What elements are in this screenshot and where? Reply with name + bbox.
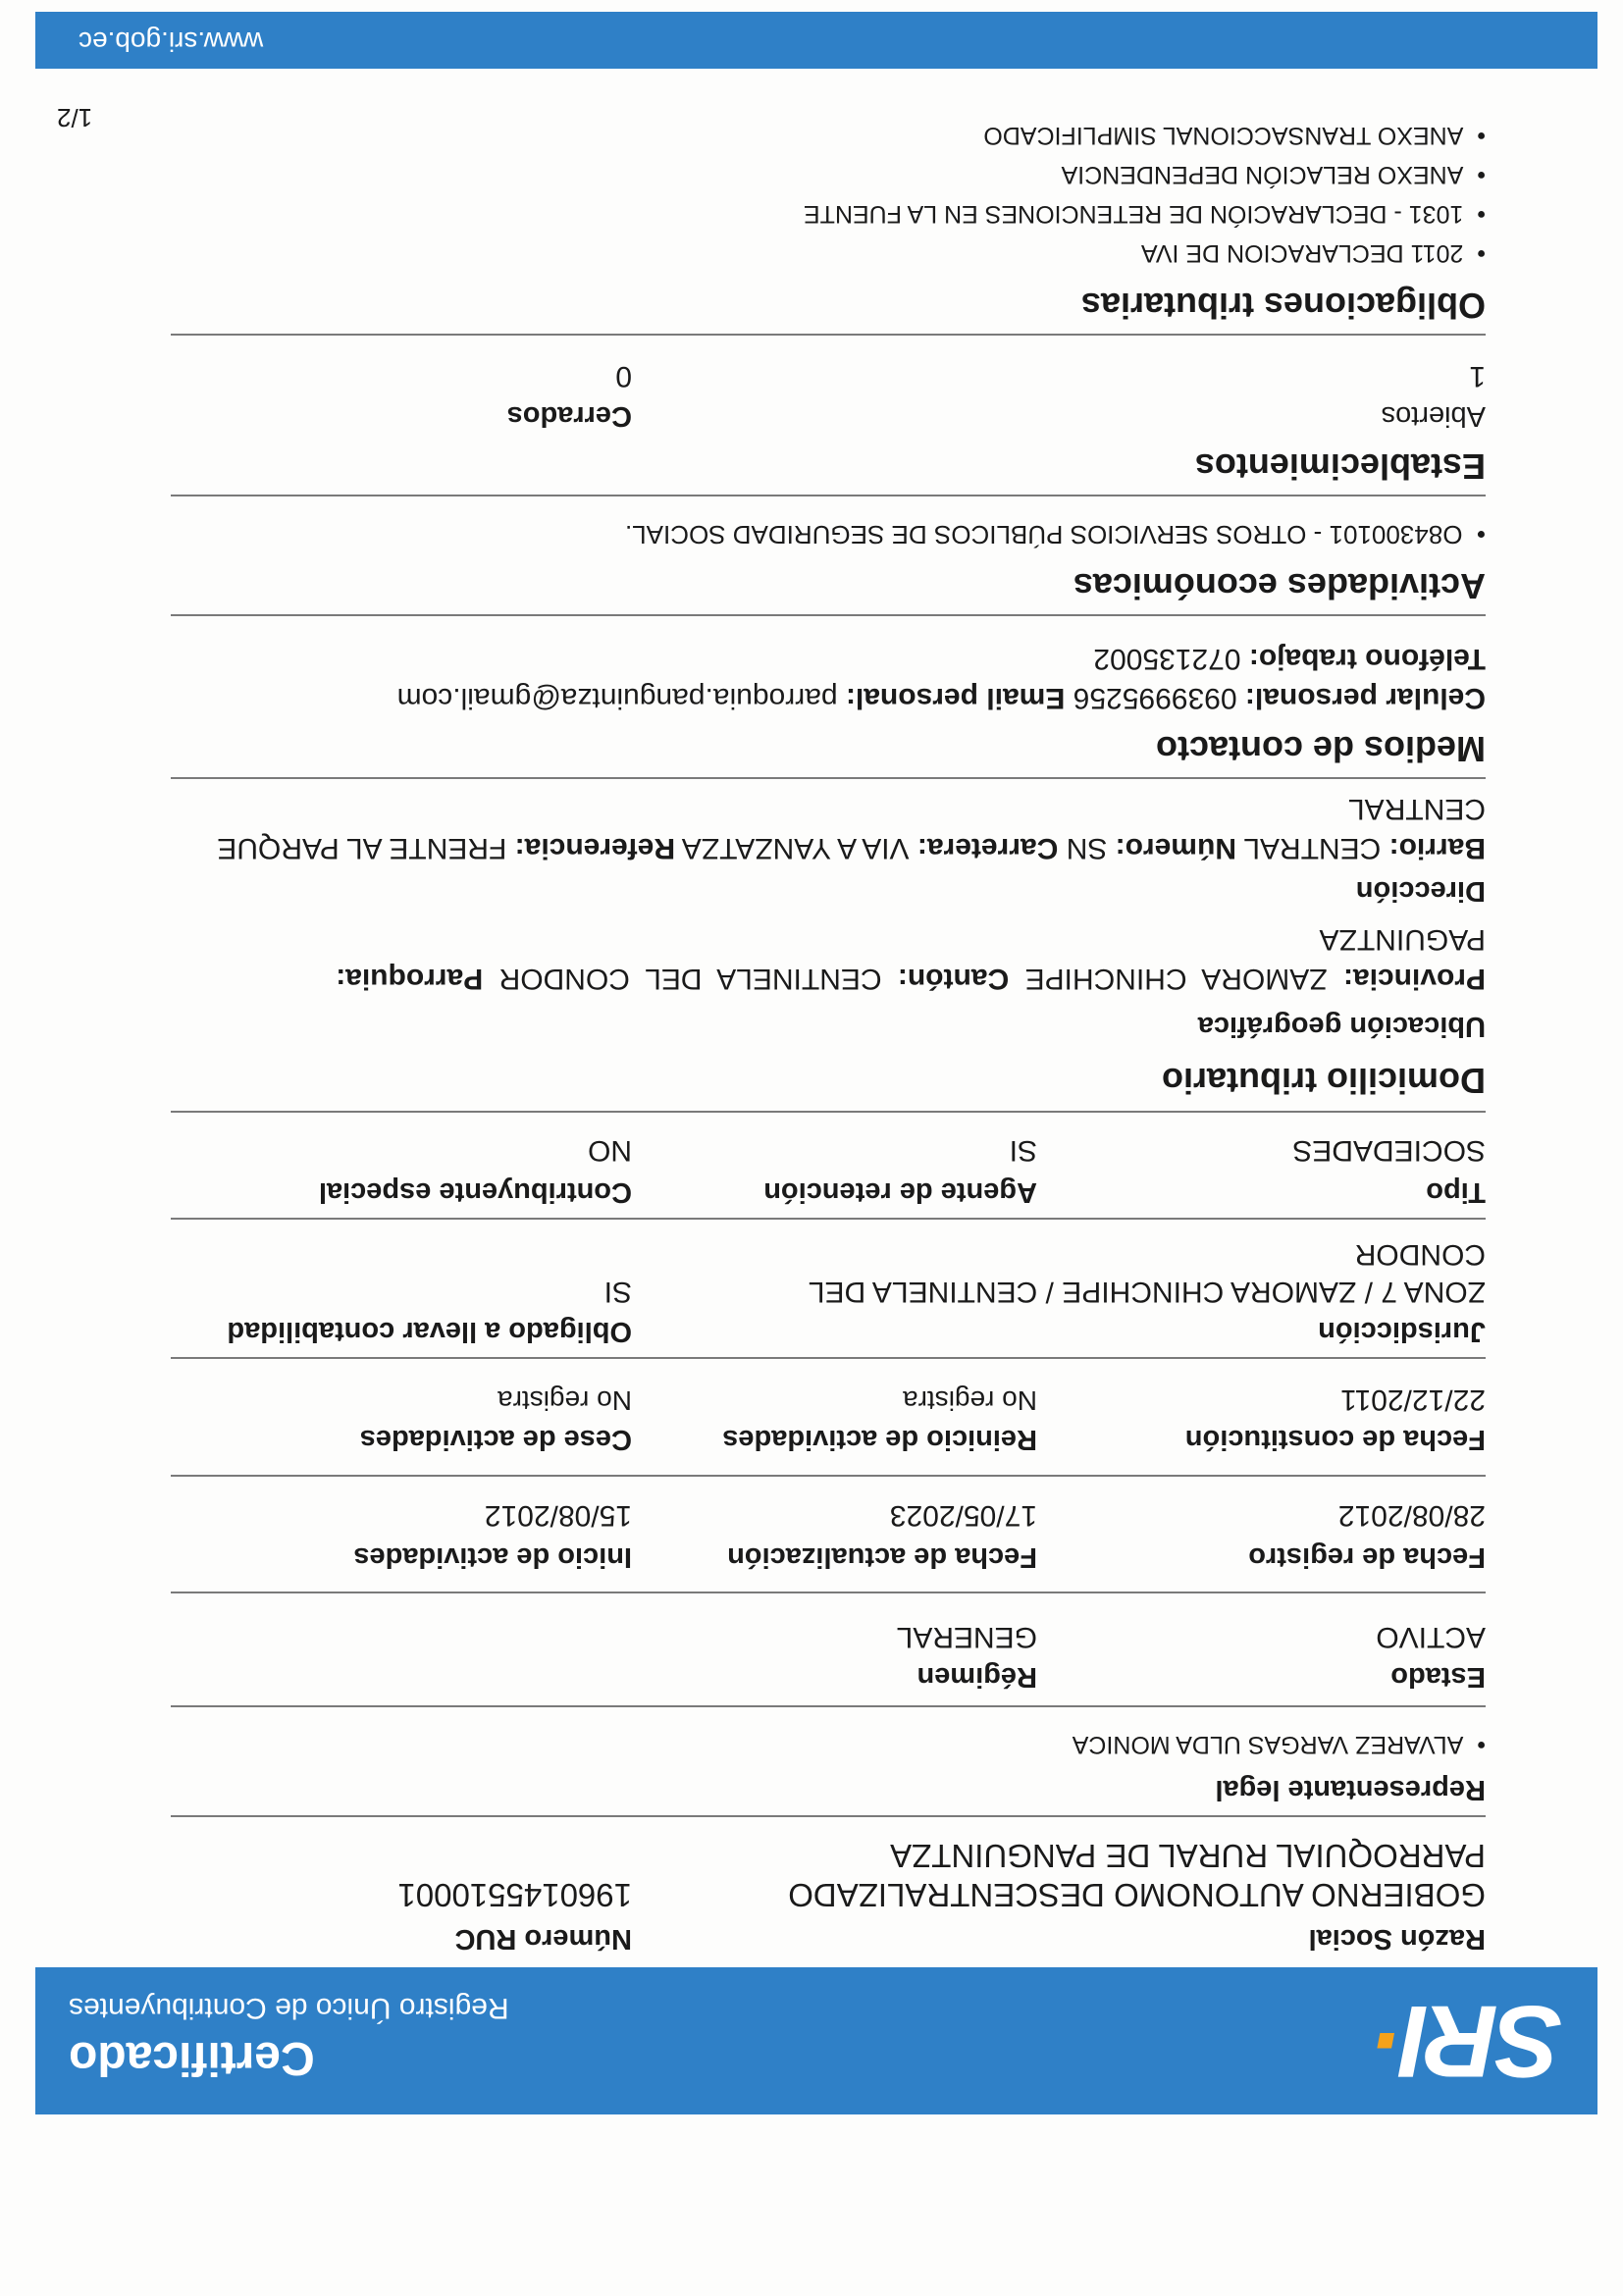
actividad-item: • O84300101 - OTROS SERVICIOS PÚBLICOS DE SEGURIDAD SOCIAL.: [625, 519, 1486, 549]
fecha-actualizacion-value: 17/05/2023: [889, 1499, 1037, 1532]
ruc-value: 1960145510001: [397, 1877, 632, 1913]
canton-label: Cantón:: [897, 963, 1010, 995]
cese-actividades-label: Cese de actividades: [359, 1424, 632, 1455]
carretera-label: Carretera:: [916, 832, 1059, 864]
representante-item: • ALVAREZ VARGAS ULDA MONICA: [1073, 1730, 1486, 1758]
obligaciones-heading: Obligaciones tributarias: [1080, 286, 1486, 326]
referencia-label: Referencia:: [514, 832, 676, 864]
divider: [171, 1705, 1486, 1707]
inicio-actividades-label: Inicio de actividades: [353, 1541, 632, 1573]
establecimientos-heading: Establecimientos: [1194, 446, 1486, 487]
jurisdiccion-value-line2: CONDOR: [1354, 1238, 1486, 1271]
direccion-label: Dirección: [1355, 875, 1486, 907]
razon-social-line1: GOBIERNO AUTONOMO DESCENTRALIZADO: [788, 1877, 1486, 1913]
razon-social-label: Razón Social: [1308, 1923, 1486, 1955]
telefono-label: Teléfono trabajo:: [1248, 643, 1486, 675]
canton-value: CENTINELA DEL CONDOR: [498, 963, 882, 995]
contribuyente-especial-value: NO: [588, 1134, 632, 1167]
cese-actividades-value: No registra: [497, 1385, 632, 1416]
jurisdiccion-label: Jurisdicción: [1318, 1316, 1486, 1347]
carretera-value: VIA A YANZATZA: [683, 832, 910, 864]
website-link[interactable]: www.sri.gob.ec: [79, 26, 264, 57]
regimen-label: Régimen: [916, 1661, 1037, 1693]
parroquia-value: PAGUINTZA: [1319, 923, 1486, 956]
estado-value: ACTIVO: [1376, 1621, 1486, 1653]
agente-retencion-label: Agente de retención: [763, 1176, 1037, 1208]
contabilidad-label: Obligado a llevar contabilidad: [227, 1316, 632, 1347]
divider: [171, 1815, 1486, 1817]
parroquia-label: Parroquia:: [336, 963, 484, 995]
fecha-registro-value: 28/08/2012: [1337, 1499, 1486, 1532]
barrio-label: Barrio:: [1388, 832, 1486, 864]
reinicio-actividades-label: Reinicio de actividades: [722, 1424, 1037, 1455]
divider: [171, 1111, 1486, 1113]
reinicio-actividades-value: No registra: [903, 1385, 1037, 1416]
representante-label: Representante legal: [1215, 1774, 1486, 1805]
obligacion-item: • 2011 DECLARACION DE IVA: [1141, 238, 1486, 267]
agente-retencion-value: SI: [1009, 1134, 1037, 1167]
celular-value: 0939995256: [1073, 682, 1237, 714]
celular-label: Celular personal:: [1244, 682, 1486, 714]
razon-social-line2: PARROQUIAL RURAL DE PANGUINTZA: [890, 1838, 1486, 1874]
fecha-registro-label: Fecha de registro: [1248, 1541, 1486, 1573]
email-label: Email personal:: [845, 682, 1066, 714]
header-bar: [35, 1967, 1597, 2114]
tipo-label: Tipo: [1426, 1176, 1486, 1208]
barrio-value: CENTRAL: [1244, 832, 1382, 864]
ubicacion-line: [336, 962, 1486, 995]
divider: [171, 495, 1486, 496]
certificate-title: Certificado: [69, 2032, 315, 2084]
ruc-label: Número RUC: [454, 1923, 632, 1955]
cerrados-label: Cerrados: [506, 400, 632, 432]
numero-value: SN: [1066, 832, 1108, 864]
actividades-heading: Actividades económicas: [1073, 566, 1486, 606]
fecha-actualizacion-label: Fecha de actualización: [727, 1541, 1037, 1573]
contabilidad-value: SI: [603, 1276, 632, 1308]
email-value: parroquia.panguintza@gmail.com: [396, 682, 838, 714]
footer-bar: [35, 12, 1597, 69]
divider: [171, 777, 1486, 779]
provincia-value: ZAMORA CHINCHIPE: [1024, 963, 1328, 995]
divider: [171, 614, 1486, 616]
obligacion-item: • 1031 - DECLARACIÓN DE RETENCIONES EN LA FUENTE: [804, 199, 1486, 228]
abiertos-value: 1: [1469, 360, 1486, 392]
tipo-value: SOCIEDADES: [1292, 1134, 1486, 1167]
estado-label: Estado: [1390, 1661, 1486, 1693]
divider: [171, 1357, 1486, 1359]
contribuyente-especial-label: Contribuyente especial: [318, 1176, 632, 1208]
divider: [171, 334, 1486, 336]
contacto-heading: Medios de contacto: [1155, 729, 1486, 769]
direccion-value: [171, 789, 1486, 867]
jurisdiccion-value-line1: ZONA 7 / ZAMORA CHINCHIPE / CENTINELA DEL: [808, 1276, 1486, 1308]
divider: [171, 1592, 1486, 1593]
obligacion-item: • ANEXO TRANSACCIONAL SIMPLIFICADO: [983, 121, 1486, 149]
fecha-constitucion-label: Fecha de constitución: [1184, 1424, 1486, 1455]
certificate-subtitle: Registro Único de Contribuyentes: [69, 1992, 509, 2024]
telefono-value: 072135002: [1093, 643, 1241, 675]
ubicacion-label: Ubicación geográfica: [1197, 1011, 1486, 1042]
sri-logo: SRI·: [1373, 1984, 1562, 2098]
referencia-value: FRENTE AL PARQUE CENTRAL: [217, 793, 1486, 864]
divider: [171, 1475, 1486, 1477]
numero-label: Número:: [1115, 832, 1237, 864]
obligacion-item: • ANEXO RELACIÓN DEPENDENCIA: [1062, 160, 1486, 188]
regimen-value: GENERAL: [896, 1621, 1037, 1653]
abiertos-label: Abiertos: [1381, 400, 1486, 432]
page-number: 1/2: [57, 103, 93, 132]
domicilio-heading: Domicilio tributario: [1161, 1061, 1486, 1101]
cerrados-value: 0: [615, 360, 632, 392]
inicio-actividades-value: 15/08/2012: [484, 1499, 632, 1532]
contacto-line1: [397, 681, 1486, 714]
contacto-line2: [1093, 642, 1486, 675]
provincia-label: Provincia:: [1342, 963, 1486, 995]
fecha-constitucion-value: 22/12/2011: [1340, 1383, 1486, 1416]
divider: [171, 1218, 1486, 1220]
